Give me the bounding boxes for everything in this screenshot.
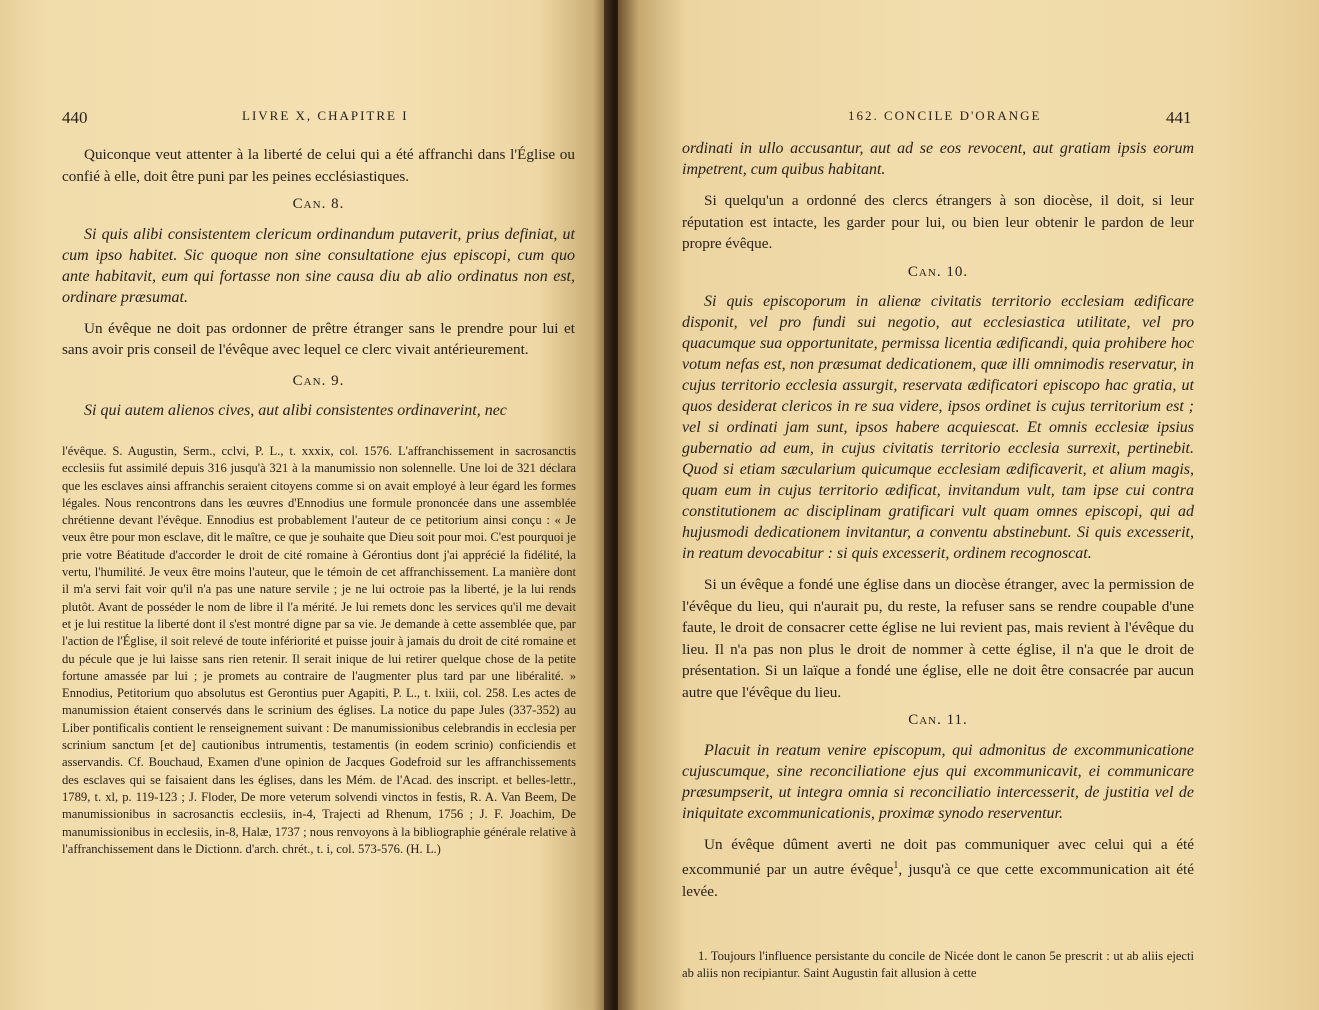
footnote-marker: 1 <box>893 860 899 871</box>
canon-heading: Can. 11. <box>908 712 968 728</box>
page-number-right: 441 <box>1166 108 1192 127</box>
text-segment: Un évêque dûment averti ne doit pas communiquer avec celui qui a été excommunié par un autre évêque <box>682 835 1194 879</box>
text-segment: , jusqu'à ce que cette excommunication ait été levée. <box>682 861 1195 900</box>
left-body <box>62 144 575 428</box>
french-translation <box>682 834 1194 903</box>
latin-canon-text: Si quis alibi consistentem clericum ordinandum putaverit, prius definiat, ut cum ipso habitet. Sic quoque non sine consultatione ejus episcopi, cum quo ante habitavit, eum qui fortasse non sine causa diu ab alio ordinatus non est, ordinare præsumat. <box>62 225 575 306</box>
french-translation: Si un évêque a fondé une église dans un diocèse étranger, avec la permission de l'évêque du lieu, qui n'aurait pu, du reste, la refuser sans se rendre coupable d'une faute, le droit de consacrer cette église ne lui revient pas, mais revient à l'évêque du lieu. Il n'a pas non plus le droit de nommer à cette église, il n'a que le droit de présentation. Si un laïque a fondé une église, elle ne doit être consacrée par aucun autre que l'évêque du lieu. <box>682 576 1194 701</box>
footnote-text: l'évêque. S. Augustin, Serm., cclvi, P. L., t. xxxix, col. 1576. L'affranchissement in sacrosanctis ecclesiis fut assimilé depuis 316 jusqu'à 321 à la manumissio non solennelle. Une loi de 321 déclara que les esclaves ainsi affranchis seraient citoyens comme si on avait employé à leur égard les formes légales. Nous rencontrons dans les œuvres d'Ennodius une formule prononcée dans une assemblée chrétienne devant l'évêque. Ennodius est probablement l'auteur de ce petitorium ainsi conçu : « Je veux être pour mon esclave, dit le maître, ce que je souhaite que Dieu soit pour moi. C'est pourquoi je prie votre Béatitude d'accorder le droit de cité romaine à Gérontius dont j'ai apprécié la fidélité, la vertu, l'humilité. Je veux être moins l'auteur, que le témoin de cet affranchissement. La manière dont il m'a servi fait voir qu'il n'a pas une nature servile ; je ne lui octroie pas la liberté, je la lui rends plutôt. Avant de posséder le nom de libre il l'a mérité. Je lui remets donc les services qu'il me devait et je lui restitue la liberté dont il s'est montré digne par sa vie. Je demande à cette assemblée que, par l'action de l'Église, il soit relevé de toute infériorité et puisse jouir à jamais du droit de cité romaine et du pécule que je lui laisse sans rien retenir. Il serait inique de lui retirer quelque chose de la petite fortune amassée par lui ; je promets au contraire de l'augmenter plus tard par une libéralité. » Ennodius, Petitorium quo absolutus est Gerontius puer Agapiti, P. L., t. lxiii, col. 258. Les actes de manumission étaient conservés dans le scrinium des églises. La notice du pape Jules (337-352) au Liber pontificalis contient le renseignement suivant : De manumissionibus celebrandis in ecclesia per scrinium sanctum [et de] cautionibus intrumentis, testamentis (in eodem scrinio) conficiendis et asservandis. Cf. Bouchaud, Examen d'une opinion de Jacques Godefroid sur les affranchissements des esclaves qui se faisaient dans les églises, dans les Mém. de l'Acad. des inscript. et belles-lettr., 1789, t. xl, p. 119-123 ; J. Floder, De more veterum solvendi vinctos in festis, R. A. Van Beem, De manumissionibus in sacrosanctis ecclesiis, in-4, Trajecti ad Rhenum, 1756 ; J. F. Joachim, De manumissionibus in ecclesiis, in-8, Halæ, 1737 ; nous renvoyons à la bibliographie générale relative à l'affranchissement dans le Dictionn. d'arch. chrét., t. i, col. 573-576. (H. L.) <box>62 444 576 856</box>
right-page <box>618 0 1319 1010</box>
french-translation: Un évêque ne doit pas ordonner de prêtre étranger sans le prendre pour lui et sans avoir pris conseil de l'évêque avec lequel ce clerc vivait antérieurement. <box>62 319 575 358</box>
page-number-left: 440 <box>62 108 88 127</box>
footnote-block-right <box>682 948 1194 983</box>
footnote-text: 1. Toujours l'influence persistante du concile de Nicée dont le canon 5e prescrit : ut ab aliis ejecti ab aliis non recipiantur. Saint Augustin fait allusion à cette <box>682 949 1194 981</box>
right-body <box>682 138 1194 909</box>
running-head-left: LIVRE X, CHAPITRE I <box>242 108 409 123</box>
latin-canon-text: Placuit in reatum venire episcopum, qui admonitus de excommunicatione cujuscumque, sine reconciliatione ejus qui excommunicavit, ei communicare præsumpserit, ut integra omnia si reconciliatio intercesserit, de justitia vel de iniquitate excommunicationis, proximæ synodo reserventur. <box>682 741 1194 822</box>
latin-canon-text: ordinati in ullo accusantur, aut ad se eos revocent, aut gratiam ipsis eorum impetrent, cum quibus habitant. <box>682 140 1194 178</box>
latin-canon-text: Si qui autem alienos cives, aut alibi consistentes ordinaverint, nec <box>84 402 507 419</box>
left-page <box>0 0 612 1010</box>
canon-heading: Can. 10. <box>907 263 969 280</box>
latin-canon-text: Si quis episcoporum in alienæ civitatis territorio ecclesiam ædificare disponit, vel pro fundi sui negotio, aut ecclesiastica utilitate, vel pro quacumque sua opportunitate, permissa licentia ædificandi, quia prohibere hoc votum nefas est, non præsumat dedicationem, quæ illi omnimodis reservatur, in cujus territorio ecclesia assurgit, reservata ædificatori episcopo hac gratia, ut quos desiderat clericos in re sua videre, ipsos ordinet is cujus territorium est ; vel si ordinati jam sunt, ipsos habere acquiescat. Et omnis ecclesiæ ipsius gubernatio ad eum, in cujus civitatis territorio ecclesia surrexit, pertinebit. Quod si etiam sæcularium quicumque ecclesiam ædificaverit, et alium magis, quam eum in cujus territorio ædificat, invitandum vult, tam ipse cui contra constitutionem ac disciplinam gratificari vult quam omnes episcopi, qui ad hujusmodi dedicationem invitantur, a conventu abstinebunt. Si quis excesserit, in reatum devocabitur : si quis excesserit, ordinem recognoscat. <box>682 293 1194 562</box>
paragraph: Quiconque veut attenter à la liberté de celui qui a été affranchi dans l'Église ou confié à elle, doit être puni par les peines ecclésiastiques. <box>62 146 575 185</box>
canon-heading: Can. 9. <box>292 372 345 389</box>
french-translation: Si quelqu'un a ordonné des clercs étrangers à son diocèse, il doit, si leur réputation est intacte, les garder pour lui, ou bien leur obtenir le pardon de leur propre évêque. <box>682 192 1194 252</box>
footnote-block-left <box>62 443 576 858</box>
canon-heading: Can. 8. <box>292 196 345 212</box>
running-head-right: 162. CONCILE D'ORANGE <box>848 108 1042 123</box>
